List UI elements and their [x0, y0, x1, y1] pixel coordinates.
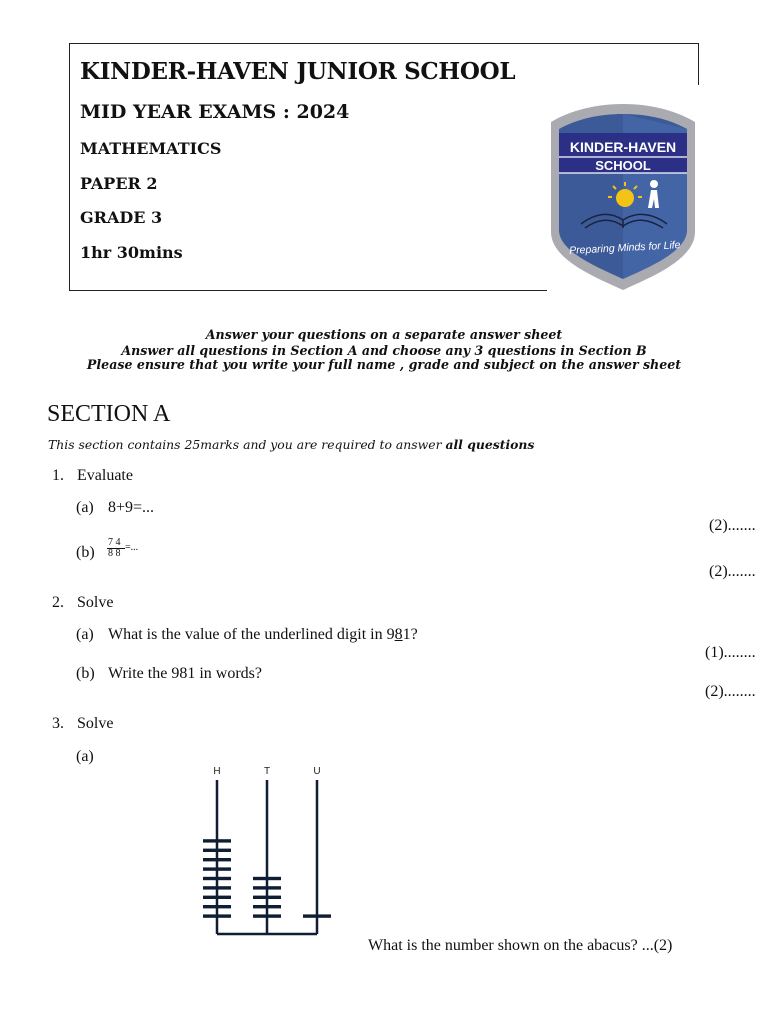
part-text-end: 1?	[402, 626, 418, 643]
question-number: 3.	[52, 715, 64, 732]
section-description	[48, 437, 534, 452]
marks-allocation: (2).......	[709, 517, 756, 534]
abacus-column-label: T	[263, 766, 271, 777]
underlined-digit: 8	[394, 626, 403, 643]
abacus-bead	[203, 877, 231, 880]
abacus-bead	[203, 914, 231, 917]
subject: MATHEMATICS	[80, 139, 222, 158]
section-desc-bold: all questions	[445, 437, 535, 452]
exam-title: MID YEAR EXAMS : 2024	[80, 101, 350, 123]
question-number: 1.	[52, 467, 64, 484]
logo-line1: KINDER-HAVEN	[569, 139, 677, 155]
part-label: (a)	[76, 626, 94, 643]
abacus-bead	[303, 914, 331, 917]
paper-number: PAPER 2	[80, 174, 158, 193]
marks-allocation: (2).......	[709, 563, 756, 580]
section-title: SECTION A	[47, 401, 171, 427]
question-text: Solve	[77, 594, 114, 611]
logo-line2: SCHOOL	[595, 158, 651, 173]
abacus-diagram	[195, 760, 340, 940]
part-text: 8+9=...	[108, 499, 155, 516]
question-text: Evaluate	[77, 467, 133, 484]
abacus-bead	[203, 905, 231, 908]
logo-motto: Preparing Minds for Life	[568, 239, 681, 257]
part-text-start: What is the value of the underlined digit in 9	[108, 626, 395, 643]
instruction-line-2: Answer all questions in Section A and choose any 3 questions in Section B	[121, 343, 647, 358]
fraction-denominators: 8 8	[108, 548, 121, 559]
school-logo	[547, 100, 699, 294]
duration: 1hr 30mins	[80, 243, 183, 262]
part-label: (b)	[76, 665, 95, 682]
part-label: (b)	[76, 544, 95, 561]
question-number: 2.	[52, 594, 64, 611]
abacus-bead	[203, 839, 231, 842]
section-desc-text: This section contains 25marks and you are required to answer	[48, 437, 446, 452]
abacus-bead	[253, 914, 281, 917]
abacus-bead	[203, 858, 231, 861]
abacus-column-label: H	[213, 766, 221, 777]
fraction-suffix: =...	[125, 542, 139, 553]
abacus-bead	[253, 877, 281, 880]
part-text	[108, 626, 418, 644]
abacus-bead	[253, 905, 281, 908]
part-label: (a)	[76, 499, 94, 516]
part-text: Write the 981 in words?	[108, 665, 262, 682]
instruction-line-3: Please ensure that you write your full name , grade and subject on the answer sheet	[86, 357, 682, 372]
abacus-bead	[203, 867, 231, 870]
abacus-bead	[203, 849, 231, 852]
instruction-line-1: Answer your questions on a separate answer sheet	[205, 327, 563, 342]
fraction-numerators: 7 4	[108, 537, 121, 548]
question-text: Solve	[77, 715, 114, 732]
abacus-column-label: U	[313, 766, 321, 777]
part-label: (a)	[76, 748, 94, 765]
grade: GRADE 3	[80, 208, 163, 227]
school-name: KINDER-HAVEN JUNIOR SCHOOL	[80, 58, 516, 85]
marks-allocation: (1)........	[705, 644, 756, 661]
abacus-bead	[203, 896, 231, 899]
abacus-bead	[253, 886, 281, 889]
abacus-bead	[203, 886, 231, 889]
abacus-bead	[253, 896, 281, 899]
marks-allocation: (2)........	[705, 683, 756, 700]
abacus-question: What is the number shown on the abacus? ...(2)	[368, 937, 673, 954]
